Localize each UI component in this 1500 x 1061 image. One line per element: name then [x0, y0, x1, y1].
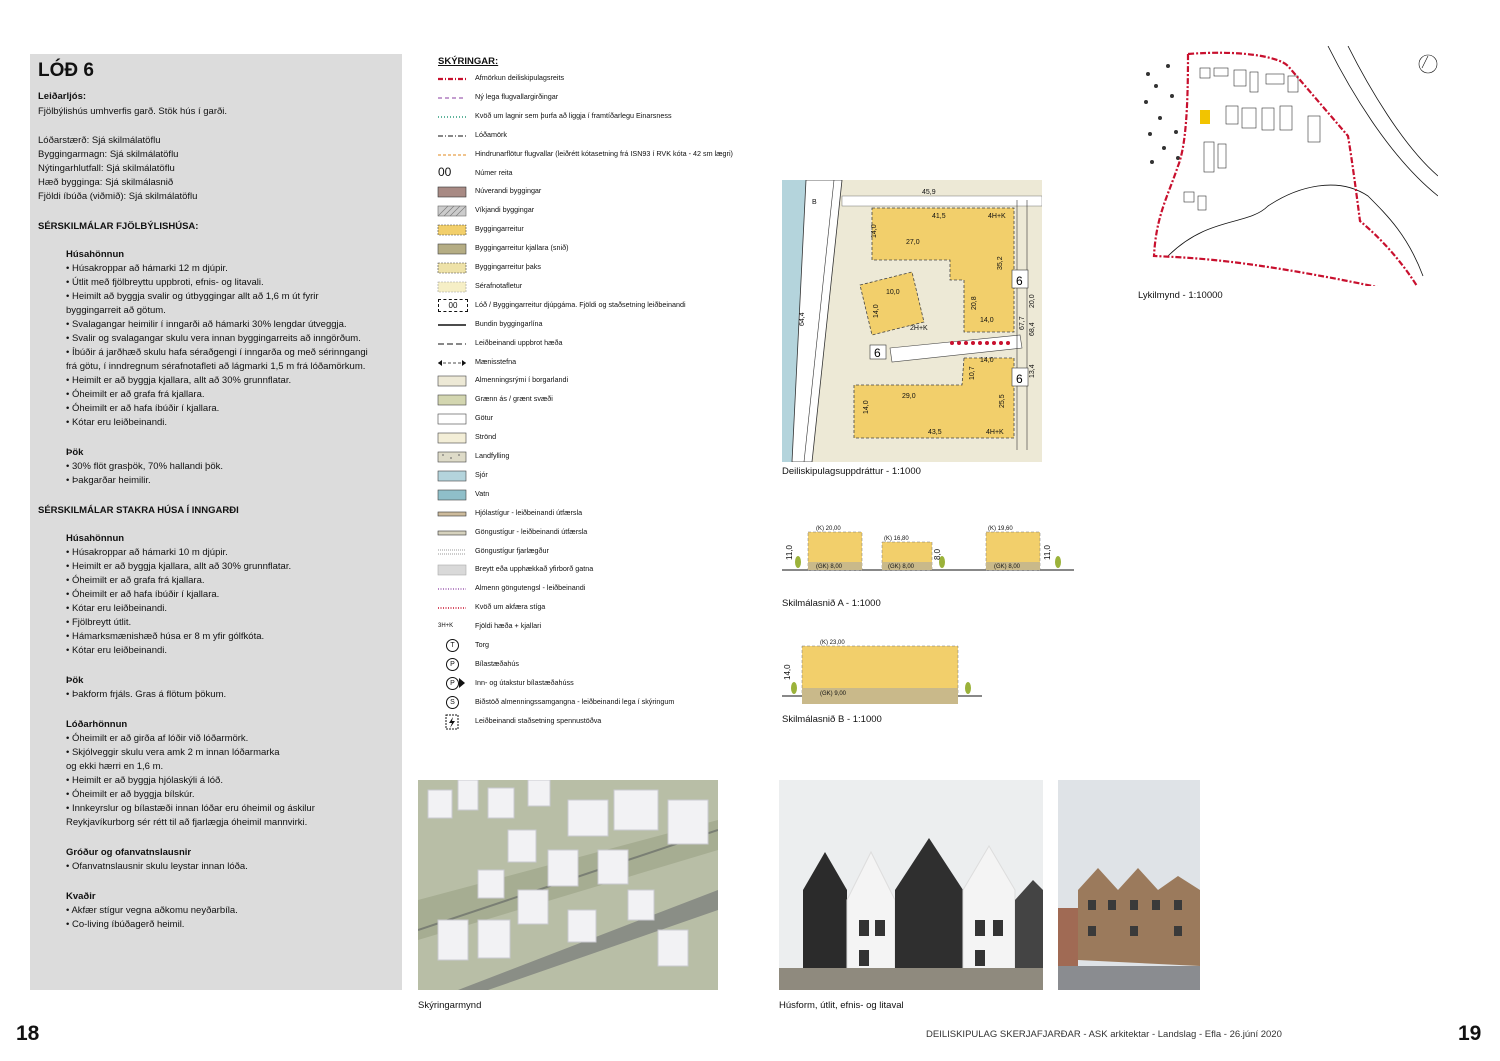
- legend-label: Grænn ás / grænt svæði: [475, 394, 553, 404]
- legend-label: Byggingarreitur: [475, 224, 524, 234]
- terms-line: • Svalir og svalagangar skulu vera innan byggingarreits að inngörðum.: [66, 333, 361, 344]
- terms-line: • Co-living íbúðagerð heimil.: [66, 919, 185, 930]
- terms-line: • Akfær stígur vegna aðkomu neyðarbíla.: [66, 905, 238, 916]
- legend-symbol: [438, 206, 466, 216]
- legend-symbol: [438, 339, 466, 349]
- legend-label: Byggingarreitur þaks: [475, 262, 541, 271]
- legend-label: Víkjandi byggingar: [475, 205, 535, 215]
- legend-symbol: [438, 358, 466, 368]
- level-label: (K) 16,80: [884, 536, 909, 542]
- legend-label: Götur: [475, 413, 493, 423]
- legend-item: [438, 129, 738, 143]
- legend-symbol: 3H+K: [438, 623, 454, 630]
- legend-symbol: [438, 263, 466, 273]
- section-a: [782, 520, 1082, 582]
- terms-heading: Kvaðir: [66, 891, 96, 902]
- legend-label: Breytt eða upphækkað yfirborð gatna: [475, 564, 594, 574]
- level-label: (GK) 8,00: [994, 564, 1021, 570]
- aerial-caption: Skýringarmynd: [418, 1000, 482, 1011]
- terms-line: • Íbúðir á jarðhæð skulu hafa séraðgengi í inngarða og með sérinngangi: [66, 347, 368, 358]
- legend-item: [438, 545, 738, 559]
- legend-symbol: [438, 471, 466, 481]
- lot-terms-panel: [30, 54, 402, 990]
- dim-label: 20,0: [1029, 294, 1036, 308]
- legend-item: [438, 91, 738, 105]
- legend-symbol: S: [446, 696, 459, 709]
- dim-label: 14,0: [863, 400, 870, 414]
- legend-symbol: [438, 376, 466, 386]
- dim-label: 13,4: [1029, 364, 1036, 378]
- access-path-dots: [950, 341, 1010, 345]
- dim-label: 10,7: [969, 366, 976, 380]
- legend-item: [438, 261, 738, 275]
- section-a-caption: Skilmálasnið A - 1:1000: [782, 598, 881, 609]
- legend-symbol: [438, 320, 466, 330]
- terms-line: byggingarreit að götum.: [66, 305, 166, 316]
- terms-line: Fjölbýlishús umhverfis garð. Stök hús í garði.: [38, 106, 228, 117]
- height-label: 8,0: [933, 548, 942, 560]
- terms-line: Reykjavíkurborg sér rétt til að fjarlægja óheimil mannvirki.: [66, 817, 308, 828]
- legend-item: [438, 715, 738, 729]
- legend-symbol: [438, 187, 466, 197]
- dim-label: 20,8: [971, 296, 978, 310]
- legend-item: [438, 639, 738, 653]
- legend-item: [438, 526, 738, 540]
- terms-line: • Óheimilt er að girða af lóðir við lóðarmörk.: [66, 733, 249, 744]
- terms-heading: Lóðarhönnun: [66, 719, 128, 730]
- dim-label: 64,4: [799, 312, 806, 326]
- terms-line: Nýtingarhlutfall: Sjá skilmálatöflu: [38, 163, 175, 174]
- terms-line: • 30% flöt grasþök, 70% hallandi þök.: [66, 461, 224, 472]
- dim-label: 25,5: [999, 394, 1006, 408]
- legend-item: [438, 601, 738, 615]
- legend-symbol: [438, 131, 466, 141]
- legend-label: Strönd: [475, 432, 497, 442]
- legend-item: [438, 280, 738, 294]
- terms-heading: Þök: [66, 447, 84, 458]
- legend-item: [438, 223, 738, 237]
- legend-symbol: [438, 433, 466, 443]
- legend-symbol: [438, 565, 466, 575]
- legend-item: [438, 658, 738, 672]
- legend-item: [438, 72, 738, 86]
- dim-label: 45,9: [922, 189, 936, 196]
- legend-item: [438, 164, 738, 181]
- terms-heading: Húsahönnun: [66, 249, 125, 260]
- terms-line: Hæð bygginga: Sjá skilmálasnið: [38, 177, 174, 188]
- housing-photo-image: [779, 780, 1043, 990]
- legend-symbol: [438, 225, 466, 235]
- site-number: 6: [1016, 274, 1023, 288]
- terms-line: • Óheimilt er að grafa frá kjallara.: [66, 389, 205, 400]
- legend-symbol: [438, 717, 466, 727]
- terms-line: • Fjölbreytt útlit.: [66, 617, 132, 628]
- legend-item: [438, 185, 738, 199]
- legend-label: Ný lega flugvallargirðingar: [475, 91, 559, 101]
- legend-item: [438, 204, 738, 218]
- footer-text: DEILISKIPULAG SKERJAFJARÐAR - ASK arkitektar - Landslag - Efla - 26.júní 2020: [926, 1029, 1282, 1040]
- legend-symbol: 00: [438, 299, 468, 312]
- legend-label: Mænisstefna: [475, 356, 517, 366]
- terms-line: • Innkeyrslur og bílastæði innan lóðar eru óheimil og áskilur: [66, 803, 315, 814]
- legend-label: Afmörkun deiliskipulagsreits: [475, 73, 565, 82]
- section-b-caption: Skilmálasnið B - 1:1000: [782, 714, 882, 725]
- key-map-caption: Lykilmynd - 1:10000: [1138, 290, 1223, 301]
- terms-line: • Heimilt er að byggja kjallara, allt að 30% grunnflatar.: [66, 561, 292, 572]
- legend-label: Kvöð um akfæra stíga: [475, 602, 546, 612]
- legend-label: Biðstöð almenningssamgangna - leiðbeinandi lega í skýringum: [475, 696, 675, 706]
- legend-label: Núverandi byggingar: [475, 186, 542, 196]
- dim-label: 10,0: [886, 289, 900, 296]
- dim-label: 14,0: [980, 317, 994, 324]
- terms-line: • Svalagangar heimilir í inngarði að hámarki 30% lengdar útveggja.: [66, 319, 347, 330]
- legend-item: [438, 696, 738, 710]
- terms-line: • Hámarksmænishæð húsa er 8 m yfir gólfkóta.: [66, 631, 265, 642]
- aerial-render-image: [418, 780, 718, 990]
- legend-item: [438, 450, 738, 464]
- height-label: 11,0: [785, 545, 794, 560]
- legend-label: Fjöldi hæða + kjallari: [475, 621, 542, 631]
- legend-item: [438, 507, 738, 521]
- terms-line: • Kótar eru leiðbeinandi.: [66, 603, 168, 614]
- legend-item: [438, 337, 738, 351]
- legend-label: Númer reita: [475, 167, 513, 177]
- legend-label: Bílastæðahús: [475, 658, 519, 668]
- level-label: (GK) 8,00: [888, 564, 915, 570]
- terms-line: • Skjólveggir skulu vera amk 2 m innan lóðarmarka: [66, 747, 280, 758]
- terms-line: • Þakform frjáls. Gras á flötum þökum.: [66, 689, 227, 700]
- height-label: 14,0: [783, 664, 792, 680]
- legend-label: Bundin byggingarlína: [475, 318, 543, 328]
- terms-line: • Kótar eru leiðbeinandi.: [66, 417, 168, 428]
- legend-item: [438, 299, 738, 313]
- terms-line: • Óheimilt er að hafa íbúðir í kjallara.: [66, 403, 220, 414]
- legend-label: Lóðamörk: [475, 129, 507, 139]
- legend-item: [438, 110, 738, 124]
- legend-symbol: 00: [438, 164, 452, 179]
- legend-label: Hindrunarflötur flugvallar (leiðrétt kótasetning frá ISN93 í RVK kóta - 42 sm lægri): [475, 148, 733, 158]
- legend-item: [438, 393, 738, 407]
- terms-line: • Óheimilt er að hafa íbúðir í kjallara.: [66, 589, 220, 600]
- terms-line: • Heimilt að byggja svalir og útbyggingar allt að 1,6 m út fyrir: [66, 291, 319, 302]
- terms-heading: SÉRSKILMÁLAR FJÖLBÝLISHÚSA:: [38, 221, 199, 232]
- terms-line: Byggingarmagn: Sjá skilmálatöflu: [38, 149, 179, 160]
- housing-caption: Húsform, útlit, efnis- og litaval: [779, 1000, 904, 1011]
- terms-line: • Ofanvatnslausnir skulu leystar innan lóða.: [66, 861, 248, 872]
- terms-line: • Kótar eru leiðbeinandi.: [66, 645, 168, 656]
- legend-symbol: P: [446, 677, 459, 690]
- legend-symbol: [438, 282, 466, 292]
- legend-symbol: [438, 74, 466, 84]
- left-page-number: 18: [16, 1022, 40, 1045]
- lot-title: LÓÐ 6: [38, 60, 94, 81]
- road-label: B: [812, 199, 817, 206]
- street-photo-image: [1058, 780, 1200, 990]
- legend-symbol: [438, 528, 466, 538]
- legend-symbol: T: [446, 639, 459, 652]
- terms-line: og ekki hærri en 1,6 m.: [66, 761, 164, 772]
- dim-label: 35,2: [997, 256, 1004, 270]
- legend-label: Lóð / Byggingarreitur djúpgáma. Fjöldi og staðsetning leiðbeinandi: [475, 299, 686, 309]
- terms-heading: Þök: [66, 675, 84, 686]
- legend-symbol: [438, 112, 466, 122]
- legend-symbol: [438, 93, 466, 103]
- terms-line: • Óheimilt er að byggja bílskúr.: [66, 789, 195, 800]
- legend-item: [438, 356, 738, 370]
- terms-line: • Óheimilt er að grafa frá kjallara.: [66, 575, 205, 586]
- terms-line: Lóðarstærð: Sjá skilmálatöflu: [38, 135, 161, 146]
- terms-heading: SÉRSKILMÁLAR STAKRA HÚSA Í INNGARÐI: [38, 505, 239, 516]
- arrow-icon: [459, 678, 465, 688]
- legend-item: [438, 318, 738, 332]
- terms-line: • Útlit með fjölbreyttu uppbroti, efnis- og litavali.: [66, 277, 264, 288]
- legend-item: [438, 148, 738, 162]
- legend-label: Torg: [475, 640, 489, 649]
- legend-symbol: P: [446, 658, 459, 671]
- legend-item: [438, 563, 738, 577]
- legend-title: SKÝRINGAR:: [438, 56, 499, 67]
- terms-heading: Leiðarljós:: [38, 91, 87, 102]
- dim-label: 29,0: [902, 393, 916, 400]
- dim-label: 4H+K: [988, 213, 1006, 220]
- legend-symbol: [438, 584, 466, 594]
- legend-item: [438, 582, 738, 596]
- legend-item: [438, 469, 738, 483]
- legend-symbol: [438, 244, 466, 254]
- legend-symbol: [438, 150, 466, 160]
- terms-line: • Þakgarðar heimilir.: [66, 475, 151, 486]
- legend-label: Kvöð um lagnir sem þurfa að liggja í framtíðarlegu Einarsness: [475, 110, 672, 120]
- section-b: [782, 636, 992, 710]
- dim-label: 41,5: [932, 213, 946, 220]
- legend-item: [438, 488, 738, 502]
- legend-symbol: [438, 490, 466, 500]
- legend-symbol: [438, 395, 466, 405]
- terms-line: • Húsakroppar að hámarki 12 m djúpir.: [66, 263, 228, 274]
- legend-symbol: [438, 547, 466, 557]
- dim-label: 2H+K: [910, 325, 928, 332]
- legend-label: Landfylling: [475, 451, 510, 460]
- legend-item: [438, 412, 738, 426]
- right-page-number: 19: [1458, 1022, 1482, 1045]
- terms-line: Fjöldi íbúða (viðmið): Sjá skilmálatöflu: [38, 191, 198, 202]
- site-plan: [782, 180, 1042, 462]
- legend-label: Inn- og útakstur bílastæðahúss: [475, 677, 574, 687]
- terms-line: • Heimilt er að byggja hjólaskýli á lóð.: [66, 775, 223, 786]
- site-number: 6: [874, 346, 881, 360]
- legend-label: Hjólastígur - leiðbeinandi útfærsla: [475, 507, 583, 517]
- legend-label: Almenn göngutengsl - leiðbeinandi: [475, 583, 586, 593]
- legend-label: Sérafnotafletur: [475, 280, 523, 290]
- terms-heading: Gróður og ofanvatnslausnir: [66, 847, 192, 858]
- site-number: 6: [1016, 372, 1023, 386]
- terms-heading: Húsahönnun: [66, 533, 125, 544]
- level-label: (K) 20,00: [816, 526, 841, 532]
- level-label: (GK) 9,00: [820, 691, 847, 697]
- legend-item: [438, 242, 738, 256]
- level-label: (GK) 8,00: [816, 564, 843, 570]
- site-plan-caption: Deiliskipulagsuppdráttur - 1:1000: [782, 466, 921, 477]
- dim-label: 14,0: [873, 304, 880, 318]
- dim-label: 4H+K: [986, 429, 1004, 436]
- legend-label: Byggingarreitur kjallara (snið): [475, 243, 569, 253]
- dim-label: 14,0: [980, 357, 994, 364]
- legend-symbol: [438, 603, 466, 613]
- dim-label: 27,0: [906, 239, 920, 246]
- terms-line: frá götu, í inndregnum sérafnotafleti að lágmarki 1,5 m frá lóðamörkum.: [66, 361, 366, 372]
- dim-label: 67,7: [1019, 316, 1026, 330]
- legend-symbol: [438, 509, 466, 519]
- legend-label: Göngustígur - leiðbeinandi útfærsla: [475, 526, 588, 536]
- height-label: 11,0: [1043, 545, 1052, 560]
- legend-symbol: [438, 452, 466, 462]
- dim-label: 43,5: [928, 429, 942, 436]
- legend-label: Sjór: [475, 469, 488, 479]
- legend-item: [438, 431, 738, 445]
- legend-item: [438, 620, 738, 634]
- legend-label: Leiðbeinandi uppbrot hæða: [475, 337, 563, 347]
- legend-item: [438, 677, 738, 691]
- level-label: (K) 19,60: [988, 526, 1013, 532]
- legend-label: Leiðbeinandi staðsetning spennustöðva: [475, 715, 602, 725]
- legend-label: Vatn: [475, 488, 490, 498]
- key-map: [1138, 46, 1438, 286]
- legend-symbol: [438, 414, 466, 424]
- legend-item: [438, 374, 738, 388]
- dim-label: 14,0: [871, 224, 878, 238]
- terms-line: • Húsakroppar að hámarki 10 m djúpir.: [66, 547, 228, 558]
- level-label: (K) 23,00: [820, 640, 845, 646]
- terms-line: • Heimilt er að byggja kjallara, allt að 30% grunnflatar.: [66, 375, 292, 386]
- dim-label: 68,4: [1029, 322, 1036, 336]
- legend-label: Almenningsrými í borgarlandi: [475, 375, 569, 385]
- legend-label: Göngustígur fjarlægður: [475, 545, 549, 555]
